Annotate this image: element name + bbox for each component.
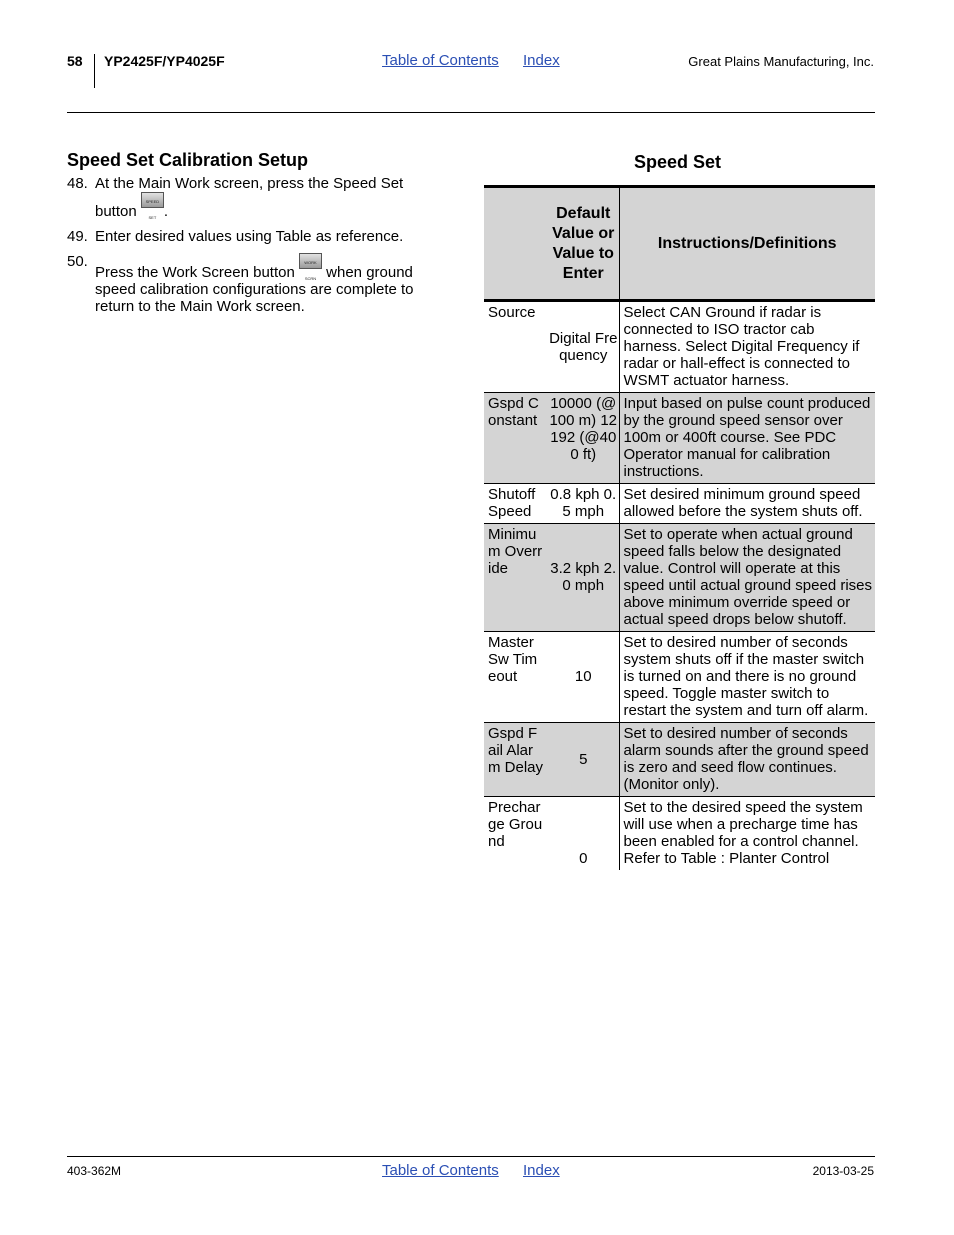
table-header-row	[484, 187, 875, 301]
row-description: Set to the desired speed the system will use when a precharge time has been enabled for a control channel. Refer to Table : Planter Control	[619, 797, 875, 871]
row-description: Set desired minimum ground speed allowed before the system shuts off.	[619, 484, 875, 524]
row-description: Set to desired number of seconds system shuts off if the master switch is turned on and there is no ground speed. Toggle master switch to restart the system and turn off alarm.	[619, 632, 875, 723]
table-row	[484, 723, 875, 797]
table-row	[484, 484, 875, 524]
index-link-bottom[interactable]: Index	[523, 1162, 560, 1179]
table-row	[484, 301, 875, 393]
step-text-after: when ground speed calibration configurations are complete to return to the Main Work screen.	[95, 264, 414, 315]
company-name: Great Plains Manufacturing, Inc.	[688, 54, 874, 69]
step-number: 49.	[67, 228, 88, 245]
step-number: 48.	[67, 175, 88, 192]
table-row	[484, 393, 875, 484]
row-name: Shutoff Speed	[484, 484, 548, 524]
table-row	[484, 797, 875, 871]
row-description: Set to desired number of seconds alarm sounds after the ground speed is zero and seed flow continues. (Monitor only).	[619, 723, 875, 797]
row-name: Minimum Override	[484, 524, 548, 632]
row-description: Input based on pulse count produced by the ground speed sensor over 100m or 400ft course. See PDC Operator manual for calibration instructions.	[619, 393, 875, 484]
model-title: YP2425F/YP4025F	[104, 53, 225, 69]
row-value: 10000 (@100 m) 12192 (@400 ft)	[548, 393, 619, 484]
header-instructions: Instructions/Definitions	[619, 187, 875, 301]
row-description: Set to operate when actual ground speed falls below the designated value. Control will operate at this speed until actual ground speed rises above minimum override speed or actual speed drops below shutoff.	[619, 524, 875, 632]
row-value: Digital Frequency	[549, 329, 618, 364]
speed-set-table	[484, 185, 875, 870]
toc-link-top[interactable]: Table of Contents	[382, 52, 499, 69]
row-value: 5	[548, 723, 619, 797]
step-number: 50.	[67, 253, 88, 270]
row-name: Gspd Constant	[484, 393, 548, 484]
step-text: Enter desired values using Table as reference.	[95, 228, 404, 245]
table-row	[484, 632, 875, 723]
step-text-after: .	[163, 203, 169, 220]
table-row	[484, 524, 875, 632]
row-name: Master Sw Timeout	[484, 632, 548, 723]
footer-rule	[67, 1156, 875, 1157]
step-text: Press the Work Screen button	[95, 264, 299, 281]
header-name-col	[484, 187, 548, 301]
work-screen-icon-label: WORK SCRN	[304, 260, 317, 281]
section-title: Speed Set Calibration Setup	[67, 150, 309, 170]
row-description: Select CAN Ground if radar is connected to ISO tractor cab harness. Select Digital Frequency if radar or hall-effect is connected to WSMT actuator harness.	[619, 301, 875, 393]
step-text: At the Main Work screen, press the Speed Set button	[95, 175, 404, 220]
index-link-top[interactable]: Index	[523, 52, 560, 69]
speed-set-icon-label: SPEED SET	[145, 199, 160, 220]
row-value: 0	[548, 797, 619, 871]
row-name: Source	[488, 304, 536, 321]
page-number: 58	[67, 53, 83, 69]
row-value: 3.2 kph 2.0 mph	[548, 524, 619, 632]
toc-link-bottom[interactable]: Table of Contents	[382, 1162, 499, 1179]
table-title: Speed Set	[634, 152, 722, 172]
header-default-value: Default Value or Value to Enter	[548, 187, 619, 301]
publish-date: 2013-03-25	[812, 1164, 874, 1178]
row-value: 0.8 kph 0.5 mph	[548, 484, 619, 524]
document-number: 403-362M	[67, 1164, 122, 1178]
row-name: Precharge Ground	[484, 797, 548, 871]
row-name: Gspd Fail Alarm Delay	[484, 723, 548, 797]
row-value: 10	[548, 632, 619, 723]
